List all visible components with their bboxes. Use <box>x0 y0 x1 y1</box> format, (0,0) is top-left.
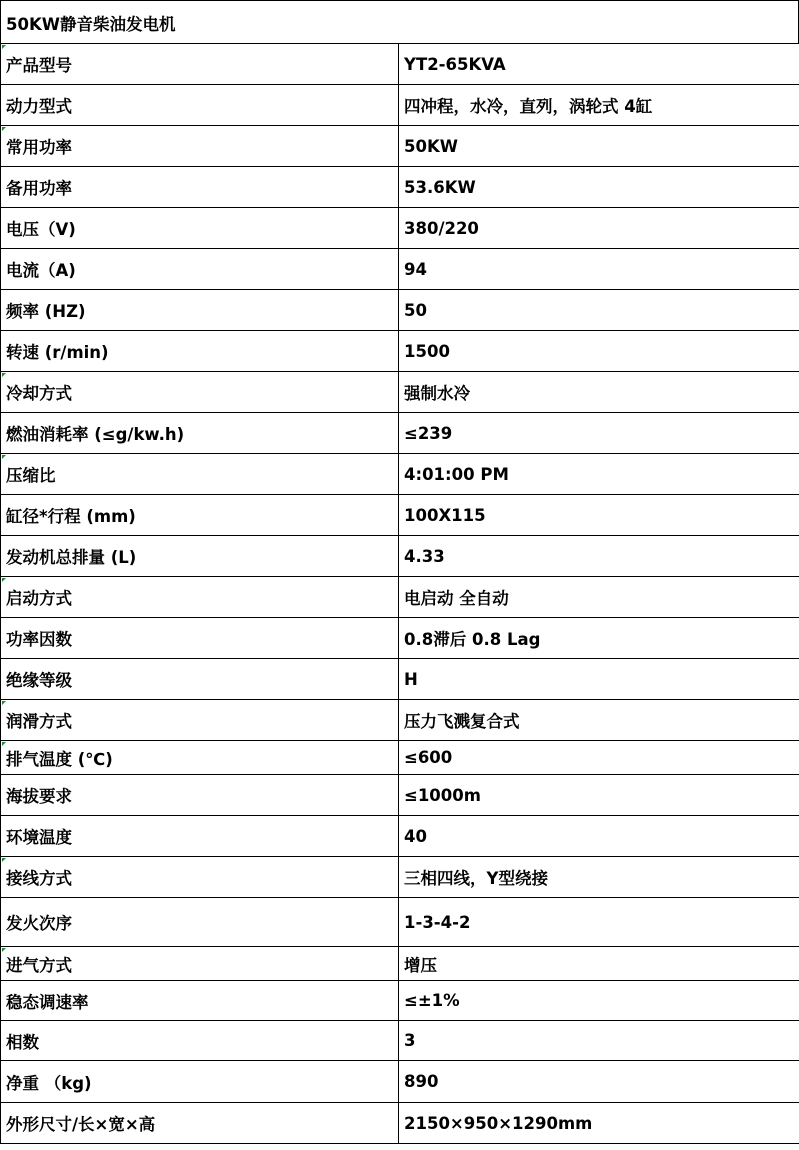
spec-value-cell <box>399 577 799 618</box>
spec-value-cell <box>399 413 799 454</box>
spec-label: 电流（A) <box>6 261 76 280</box>
spec-label: 燃油消耗率 (≤g/kw.h) <box>6 425 185 444</box>
spec-label: 排气温度 (℃) <box>6 749 113 769</box>
spec-value-cell <box>399 536 799 577</box>
table-row <box>1 454 799 495</box>
spec-value: 1500 <box>404 341 450 361</box>
spec-label-cell <box>1 413 399 454</box>
spec-value-cell <box>399 372 799 413</box>
table-row <box>1 331 799 372</box>
table-row <box>1 577 799 618</box>
spec-label-cell <box>1 454 399 495</box>
spec-value-cell <box>399 454 799 495</box>
table-row <box>1 1021 799 1061</box>
spec-label: 产品型号 <box>6 56 72 75</box>
spec-table-body <box>1 44 799 1144</box>
table-row <box>1 1061 799 1103</box>
spec-value-cell <box>399 1061 799 1103</box>
spec-value: 53.6KW <box>404 177 476 197</box>
cell-marker-icon <box>2 948 6 952</box>
table-row <box>1 249 799 290</box>
spec-value-cell <box>399 857 799 898</box>
spec-value: 4:01:00 PM <box>404 464 509 484</box>
spec-label-cell <box>1 947 399 981</box>
spec-value-cell <box>399 495 799 536</box>
spec-value-cell <box>399 618 799 659</box>
spec-label: 进气方式 <box>6 955 72 975</box>
spec-label-cell <box>1 208 399 249</box>
spec-label: 动力型式 <box>6 97 72 116</box>
spec-label-cell <box>1 85 399 126</box>
cell-marker-icon <box>2 578 6 582</box>
spec-label: 润滑方式 <box>6 712 72 731</box>
spec-value: 3 <box>404 1031 416 1050</box>
spec-label-cell <box>1 618 399 659</box>
spec-value-cell <box>399 167 799 208</box>
spec-label: 接线方式 <box>6 869 72 888</box>
table-row <box>1 775 799 816</box>
spec-label: 启动方式 <box>6 589 72 608</box>
spec-value: 1-3-4-2 <box>404 912 471 932</box>
spec-value: 40 <box>404 826 427 846</box>
spec-value-cell <box>399 741 799 775</box>
spec-label-cell <box>1 372 399 413</box>
table-row <box>1 208 799 249</box>
cell-marker-icon <box>2 742 6 746</box>
table-row <box>1 898 799 947</box>
spec-value: 压力飞溅复合式 <box>404 712 520 731</box>
table-row <box>1 659 799 700</box>
title-row <box>0 0 799 44</box>
spec-value: 强制水冷 <box>404 384 470 403</box>
spec-label-cell <box>1 659 399 700</box>
spec-value-cell <box>399 816 799 857</box>
spec-label-cell <box>1 741 399 775</box>
spec-value-cell <box>399 1021 799 1061</box>
spec-label-cell <box>1 857 399 898</box>
spec-label: 转速 (r/min) <box>6 343 109 362</box>
table-row <box>1 126 799 167</box>
spec-value-cell <box>399 44 799 85</box>
table-row <box>1 618 799 659</box>
spec-value: ≤1000m <box>404 785 481 805</box>
spec-value-cell <box>399 1103 799 1144</box>
spec-label: 发火次序 <box>6 914 72 933</box>
spec-value: 94 <box>404 259 427 279</box>
spec-label: 功率因数 <box>6 630 72 649</box>
spec-label-cell <box>1 816 399 857</box>
page-title: 50KW静音柴油发电机 <box>6 15 176 34</box>
spec-table <box>0 43 799 1144</box>
spec-label-cell <box>1 1061 399 1103</box>
spec-value: 890 <box>404 1072 439 1091</box>
spec-label-cell <box>1 249 399 290</box>
spec-value: 电启动 全自动 <box>404 589 509 608</box>
spec-label: 备用功率 <box>6 179 72 198</box>
spec-value-cell <box>399 775 799 816</box>
cell-marker-icon <box>2 858 6 862</box>
spec-label-cell <box>1 1021 399 1061</box>
spec-label: 净重 （kg) <box>6 1073 92 1093</box>
spec-label-cell <box>1 775 399 816</box>
spec-value-cell <box>399 331 799 372</box>
spec-label-cell <box>1 536 399 577</box>
spec-value-cell <box>399 947 799 981</box>
table-row <box>1 947 799 981</box>
spec-label: 外形尺寸/长×宽×高 <box>6 1115 156 1134</box>
table-row <box>1 857 799 898</box>
spec-value-cell <box>399 700 799 741</box>
cell-marker-icon <box>2 701 6 705</box>
spec-value: 50KW <box>404 136 458 156</box>
spec-label: 常用功率 <box>6 138 72 157</box>
spec-label-cell <box>1 981 399 1021</box>
spec-label-cell <box>1 44 399 85</box>
spec-label: 缸径*行程 (mm) <box>6 507 136 526</box>
spec-value: 4.33 <box>404 546 445 566</box>
spec-value: 0.8滞后 0.8 Lag <box>404 630 541 649</box>
table-row <box>1 536 799 577</box>
spec-value: 三相四线，Y型绕接 <box>404 869 548 888</box>
cell-marker-icon <box>2 45 6 49</box>
table-row <box>1 816 799 857</box>
spec-label-cell <box>1 495 399 536</box>
spec-value: YT2-65KVA <box>404 54 506 74</box>
cell-marker-icon <box>2 455 6 459</box>
spec-value: 380/220 <box>404 218 479 238</box>
spec-value: 100X115 <box>404 505 486 525</box>
table-row <box>1 85 799 126</box>
spec-label-cell <box>1 700 399 741</box>
table-row <box>1 413 799 454</box>
spec-label: 相数 <box>6 1032 39 1052</box>
table-row <box>1 700 799 741</box>
spec-value-cell <box>399 249 799 290</box>
spec-label-cell <box>1 898 399 947</box>
spec-value: 增压 <box>404 955 437 975</box>
spec-value: H <box>404 669 418 689</box>
spec-label: 环境温度 <box>6 828 72 847</box>
spec-label: 稳态调速率 <box>6 992 89 1012</box>
spec-value-cell <box>399 290 799 331</box>
spec-value-cell <box>399 659 799 700</box>
spec-label: 频率 (HZ) <box>6 302 86 321</box>
table-row <box>1 981 799 1021</box>
table-row <box>1 372 799 413</box>
table-row <box>1 290 799 331</box>
table-row <box>1 741 799 775</box>
spec-value-cell <box>399 898 799 947</box>
spec-value: 2150×950×1290mm <box>404 1113 593 1133</box>
spec-label-cell <box>1 126 399 167</box>
spec-value: 50 <box>404 300 427 320</box>
spec-label: 冷却方式 <box>6 384 72 403</box>
table-row <box>1 44 799 85</box>
spec-value: ≤239 <box>404 423 453 443</box>
spec-label: 电压（V) <box>6 220 76 239</box>
spec-label: 绝缘等级 <box>6 671 72 690</box>
table-row <box>1 495 799 536</box>
table-row <box>1 1103 799 1144</box>
spec-value: 四冲程，水冷，直列，涡轮式 4缸 <box>404 97 653 116</box>
spec-value-cell <box>399 981 799 1021</box>
table-row <box>1 167 799 208</box>
spec-value-cell <box>399 85 799 126</box>
spec-label-cell <box>1 290 399 331</box>
cell-marker-icon <box>2 127 6 131</box>
spec-label-cell <box>1 331 399 372</box>
spec-value: ≤±1% <box>404 991 460 1010</box>
cell-marker-icon <box>2 373 6 377</box>
spec-value-cell <box>399 126 799 167</box>
spec-value: ≤600 <box>404 748 453 767</box>
spec-label-cell <box>1 577 399 618</box>
spec-value-cell <box>399 208 799 249</box>
spec-label: 压缩比 <box>6 466 56 485</box>
spec-label-cell <box>1 167 399 208</box>
spec-label: 海拔要求 <box>6 787 72 806</box>
spec-label: 发动机总排量 (L) <box>6 548 137 567</box>
spec-label-cell <box>1 1103 399 1144</box>
